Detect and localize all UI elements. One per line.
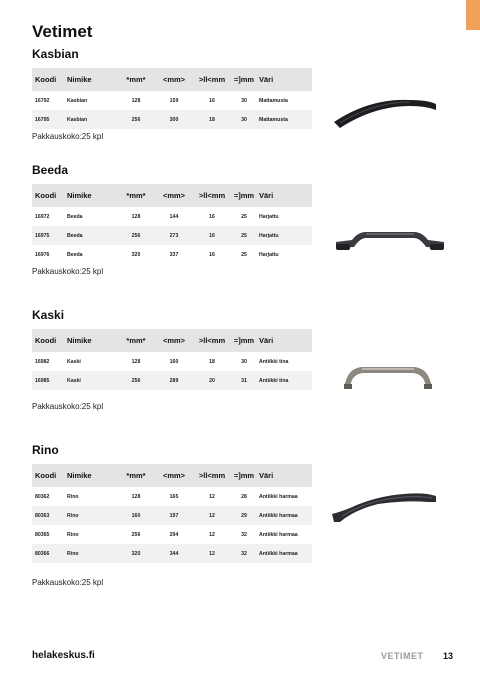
table-cell: 256 — [117, 110, 155, 129]
table-cell: Rino — [65, 544, 117, 563]
table-cell: 16 — [193, 226, 231, 245]
table-cell: 32 — [241, 531, 247, 538]
table-cell: 25 — [241, 251, 247, 258]
table-cell: 80363 — [32, 506, 65, 525]
table-row — [32, 110, 312, 129]
package-size: Pakkauskoko:25 kpl — [32, 578, 104, 587]
table-cell: 30 — [231, 110, 257, 129]
section-title: Rino — [32, 443, 59, 457]
table-cell: 256 — [131, 531, 141, 538]
table-row — [32, 207, 312, 226]
section-title: Kaski — [32, 308, 65, 322]
table-cell: Antiikki harmaa — [259, 493, 298, 500]
table-cell: Beeda — [65, 226, 117, 245]
table-cell: 273 — [155, 226, 193, 245]
table-cell: 16982 — [35, 358, 50, 365]
table-cell: Antiikki harmaa — [257, 544, 312, 563]
section-title: Kasbian — [32, 47, 79, 61]
table-cell: 165 — [169, 493, 179, 500]
table-cell: 18 — [193, 110, 231, 129]
table-cell: Harjattu — [259, 251, 279, 258]
kaski-handle-image — [340, 358, 436, 392]
table-cell: 20 — [193, 371, 231, 390]
table-cell: 80362 — [35, 493, 50, 500]
table-cell: 128 — [131, 213, 141, 220]
column-header: Koodi — [32, 464, 65, 487]
table-cell: 30 — [241, 97, 247, 104]
table-cell: 16 — [209, 251, 215, 258]
footer-section-label: VETIMET — [381, 651, 424, 661]
package-size: Pakkauskoko:25 kpl — [32, 132, 104, 141]
column-header: >ll<mm — [193, 464, 231, 487]
table-cell: 300 — [155, 110, 193, 129]
column-header: =]mm — [231, 464, 257, 487]
column-header: Koodi — [32, 184, 65, 207]
column-header: Koodi — [32, 329, 65, 352]
table-cell: Rino — [67, 493, 79, 500]
table-cell: 31 — [231, 371, 257, 390]
table-header-row — [32, 68, 312, 91]
table-cell: 18 — [209, 358, 215, 365]
table-cell: 294 — [169, 531, 179, 538]
rino-handle-image — [328, 488, 440, 532]
table-cell: 28 — [241, 493, 247, 500]
table-cell: 32 — [231, 544, 257, 563]
column-header: <mm> — [155, 68, 193, 91]
table-cell: Beeda — [67, 251, 83, 258]
package-size: Pakkauskoko:25 kpl — [32, 402, 104, 411]
table-cell: 128 — [131, 358, 141, 365]
table-header-row — [32, 464, 312, 487]
column-header: >ll<mm — [193, 68, 231, 91]
table-cell: 12 — [209, 493, 215, 500]
table-cell: Beeda — [67, 213, 83, 220]
beeda-handle-image — [334, 220, 446, 260]
column-header: Väri — [257, 184, 312, 207]
table-cell: 80365 — [35, 531, 50, 538]
table-cell: Harjattu — [257, 226, 312, 245]
kasbian-handle-image — [330, 90, 442, 134]
spec-table — [32, 68, 312, 129]
table-cell: 337 — [169, 251, 179, 258]
table-cell: Kasbian — [67, 97, 88, 104]
table-cell: 159 — [169, 97, 179, 104]
table-row — [32, 245, 312, 264]
table-cell: 16795 — [32, 110, 65, 129]
table-cell: Antiikki harmaa — [259, 531, 298, 538]
table-cell: Antiikki tina — [257, 371, 312, 390]
table-row — [32, 506, 312, 525]
column-header: Nimike — [65, 184, 117, 207]
table-cell: 16792 — [35, 97, 50, 104]
table-row — [32, 91, 312, 110]
table-cell: 12 — [193, 506, 231, 525]
table-cell: 144 — [169, 213, 179, 220]
table-cell: 16985 — [32, 371, 65, 390]
table-row — [32, 487, 312, 506]
table-cell: Kaski — [67, 358, 81, 365]
table-cell: 128 — [131, 97, 141, 104]
table-cell: 197 — [155, 506, 193, 525]
table-cell: Mattamusta — [257, 110, 312, 129]
section-color-tab — [466, 0, 480, 30]
column-header: <mm> — [155, 464, 193, 487]
column-header: *mm* — [117, 68, 155, 91]
table-cell: 25 — [241, 213, 247, 220]
column-header: Nimike — [65, 329, 117, 352]
table-cell: Harjattu — [259, 213, 279, 220]
column-header: *mm* — [117, 184, 155, 207]
column-header: Koodi — [32, 68, 65, 91]
column-header: Väri — [257, 329, 312, 352]
table-cell: 289 — [155, 371, 193, 390]
table-row — [32, 352, 312, 371]
table-cell: 30 — [241, 358, 247, 365]
table-cell: 12 — [193, 544, 231, 563]
column-header: <mm> — [155, 184, 193, 207]
table-cell: Antiikki harmaa — [257, 506, 312, 525]
table-cell: 80366 — [32, 544, 65, 563]
table-row — [32, 544, 312, 563]
table-cell: 320 — [131, 251, 141, 258]
column-header: Väri — [257, 464, 312, 487]
table-header-row — [32, 184, 312, 207]
section-title: Beeda — [32, 163, 69, 177]
table-cell: Mattamusta — [259, 97, 288, 104]
table-cell: 16 — [209, 213, 215, 220]
spec-table — [32, 184, 312, 264]
column-header: >ll<mm — [193, 184, 231, 207]
table-row — [32, 226, 312, 245]
page-title: Vetimet — [32, 22, 93, 41]
column-header: <mm> — [155, 329, 193, 352]
column-header: *mm* — [117, 464, 155, 487]
table-cell: Rino — [65, 506, 117, 525]
footer-website: helakeskus.fi — [32, 650, 95, 661]
table-header-row — [32, 329, 312, 352]
table-cell: 128 — [131, 493, 141, 500]
column-header: >ll<mm — [193, 329, 231, 352]
table-cell: 25 — [231, 226, 257, 245]
table-cell: 16975 — [32, 226, 65, 245]
spec-table — [32, 464, 312, 563]
table-cell: 16976 — [35, 251, 50, 258]
table-cell: 320 — [117, 544, 155, 563]
table-cell: 16 — [209, 97, 215, 104]
column-header: Väri — [257, 68, 312, 91]
table-row — [32, 371, 312, 390]
table-cell: 256 — [117, 226, 155, 245]
column-header: =]mm — [231, 329, 257, 352]
table-row — [32, 525, 312, 544]
column-header: *mm* — [117, 329, 155, 352]
spec-table — [32, 329, 312, 390]
package-size: Pakkauskoko:25 kpl — [32, 267, 104, 276]
table-cell: Kasbian — [65, 110, 117, 129]
table-cell: 256 — [117, 371, 155, 390]
table-cell: Antiikki tina — [259, 358, 289, 365]
column-header: Nimike — [65, 464, 117, 487]
table-cell: 160 — [117, 506, 155, 525]
page-number: 13 — [443, 651, 454, 661]
table-cell: 12 — [209, 531, 215, 538]
table-cell: 29 — [231, 506, 257, 525]
table-cell: Rino — [67, 531, 79, 538]
table-cell: Kaski — [65, 371, 117, 390]
table-cell: 344 — [155, 544, 193, 563]
column-header: =]mm — [231, 68, 257, 91]
table-cell: 160 — [169, 358, 179, 365]
table-cell: 16972 — [35, 213, 50, 220]
column-header: Nimike — [65, 68, 117, 91]
column-header: =]mm — [231, 184, 257, 207]
